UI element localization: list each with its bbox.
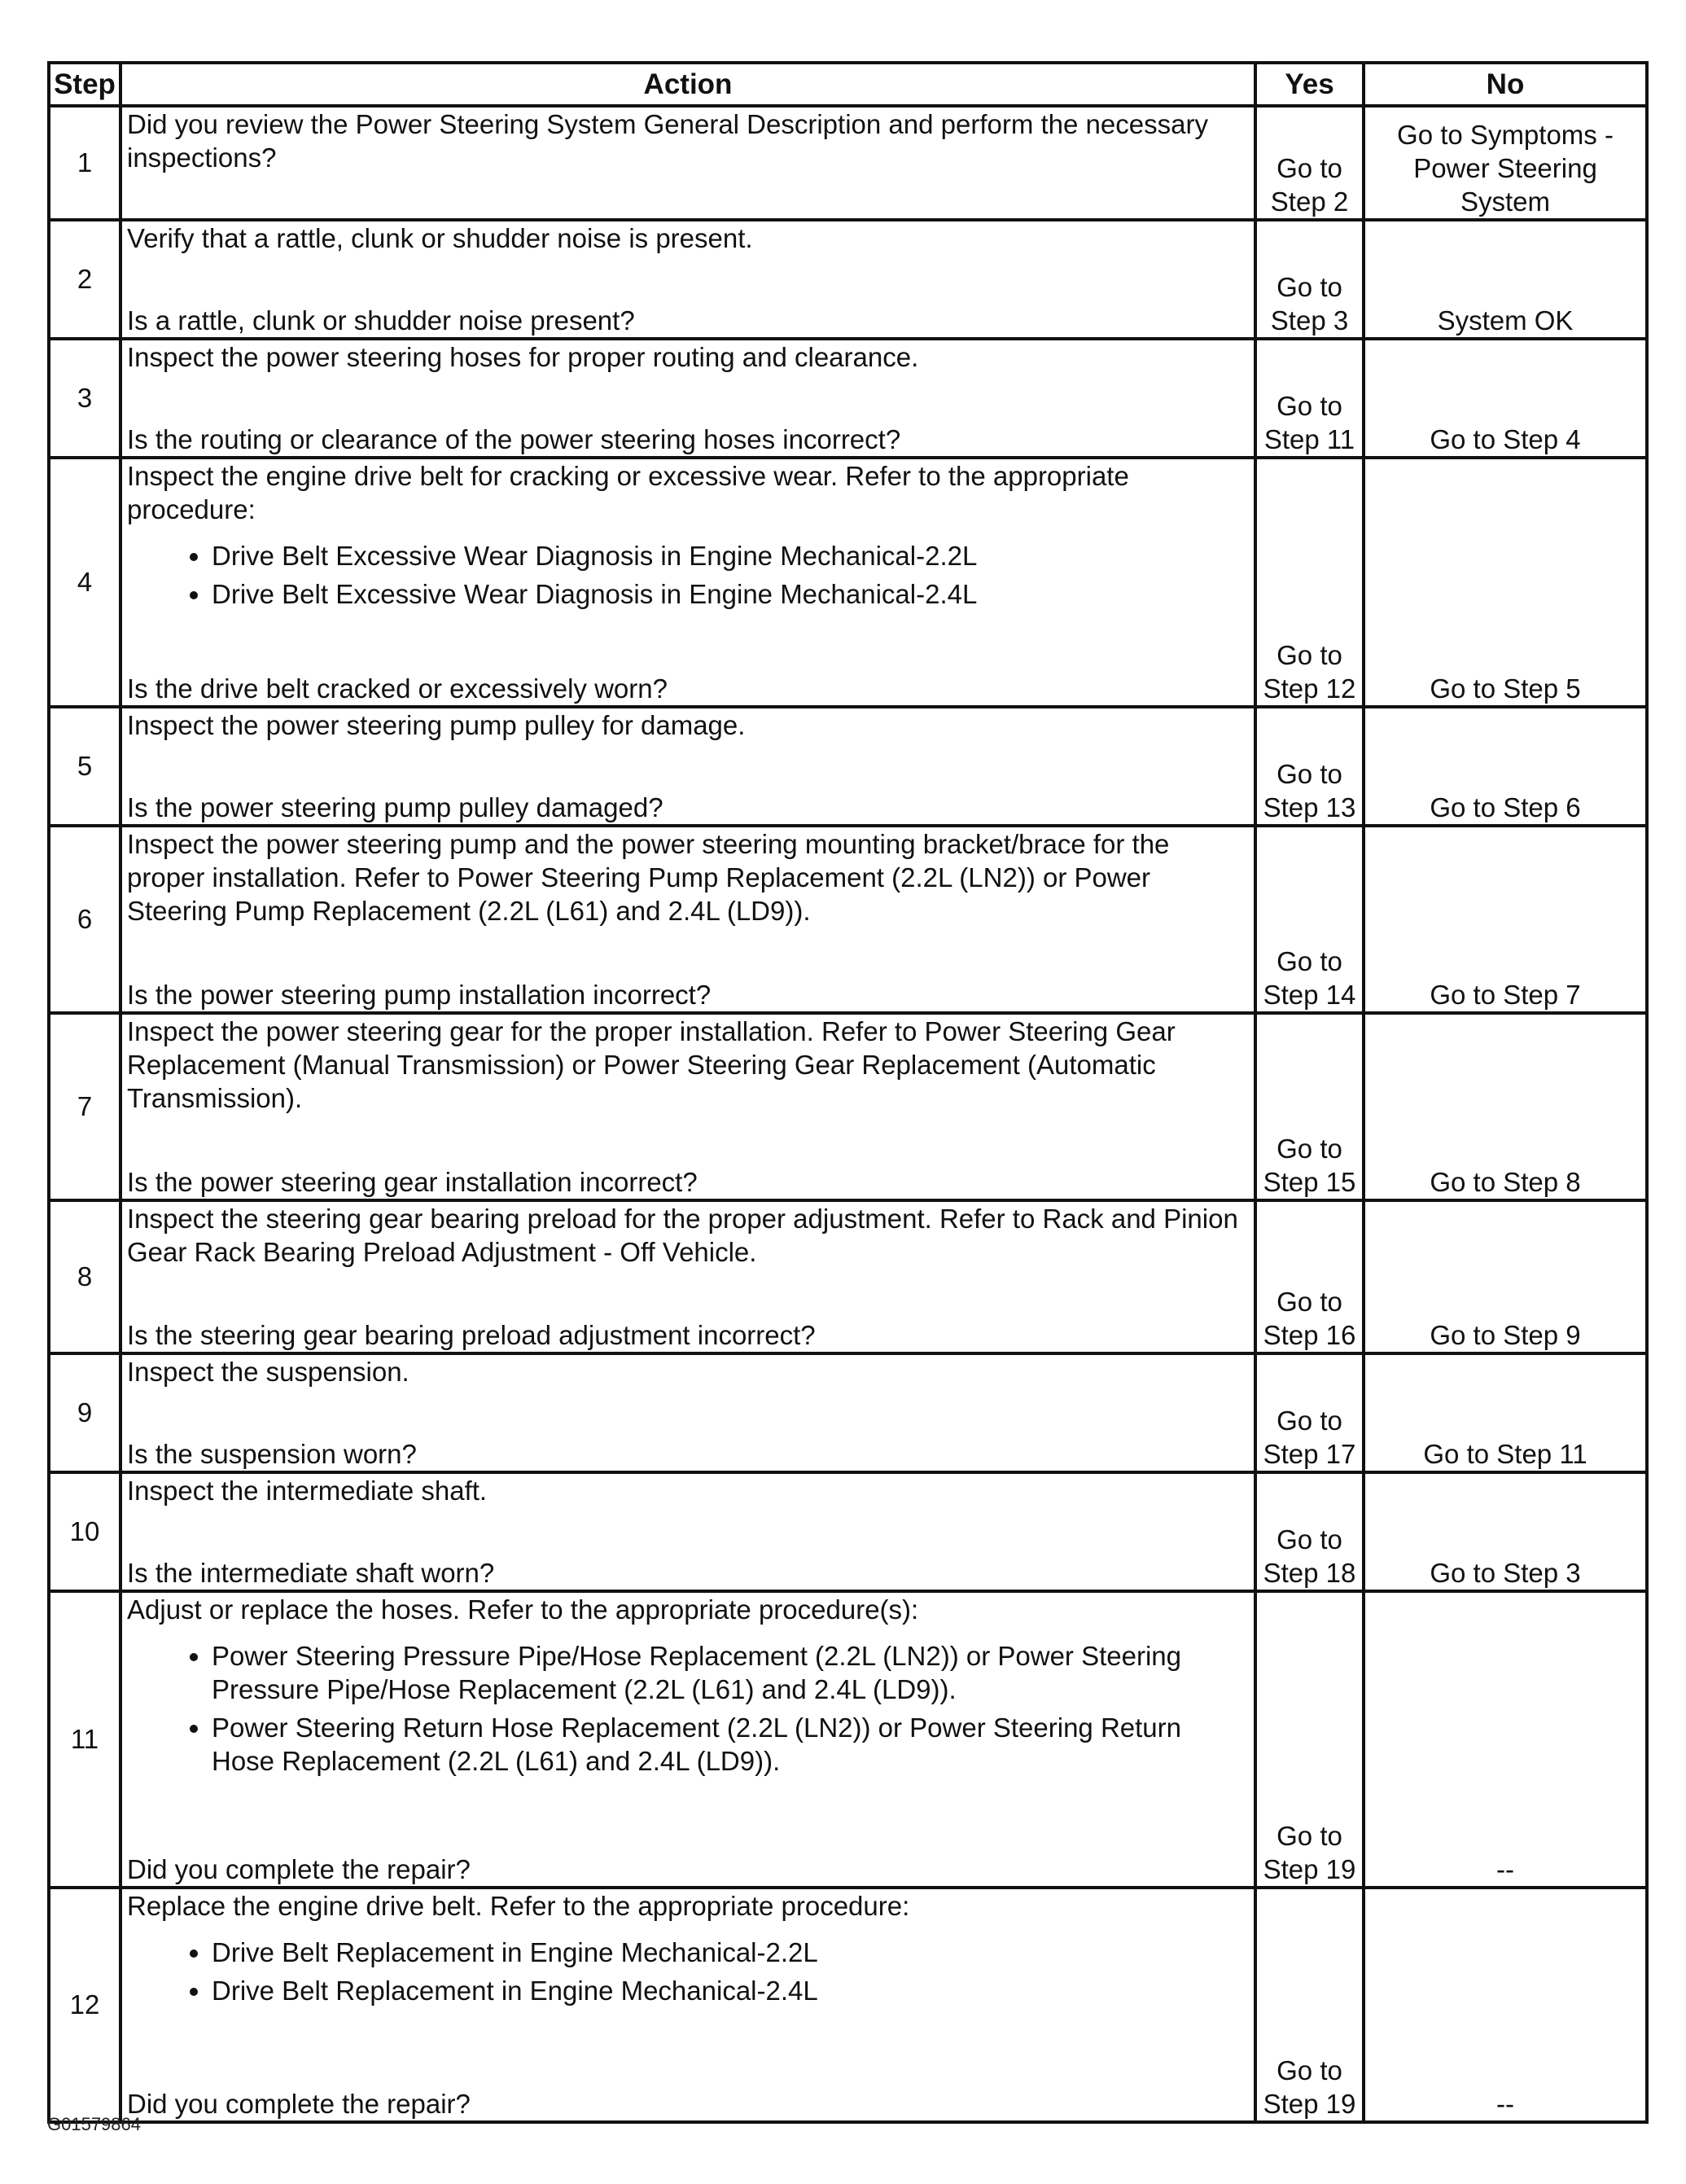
action-instruction: Inspect the power steering pump and the power steering mounting bracket/brace for the proper installation. Refer to Power Steering Pump Replacement (2.2L (LN2)) or Power Steering Pump Replacement (2.2L (L61) and 2.4L (LD9)). [127,829,1170,926]
action-question: Is the power steering gear installation incorrect? [127,1167,698,1197]
header-yes: Yes [1255,63,1364,106]
procedure-list-item: • Drive Belt Replacement in Engine Mechanical-2.4L [212,1974,1249,2007]
header-no: No [1364,63,1647,106]
yes-result: Go to Step 19 [1255,1591,1364,1888]
action-question: Did you complete the repair? [127,1854,471,1884]
action-cell [120,458,1255,707]
yes-result: Go to Step 15 [1255,1013,1364,1200]
yes-result: Go to Step 14 [1255,826,1364,1013]
action-cell [120,339,1255,458]
action-instruction: Inspect the power steering hoses for proper routing and clearance. [127,342,919,372]
action-cell [120,1013,1255,1200]
action-cell [120,1591,1255,1888]
yes-result: Go to Step 12 [1255,458,1364,707]
action-instruction: Did you review the Power Steering System General Description and perform the necessary inspections? [127,109,1208,173]
yes-result: Go to Step 16 [1255,1200,1364,1353]
procedure-list-item: • Drive Belt Excessive Wear Diagnosis in Engine Mechanical-2.4L [212,577,1249,611]
table-row [49,1013,1647,1200]
action-cell [120,1888,1255,2122]
no-result: Go to Step 3 [1364,1472,1647,1591]
action-question: Is the power steering pump installation incorrect? [127,980,712,1010]
yes-result: Go to Step 3 [1255,220,1364,339]
table-row [49,1353,1647,1472]
header-step: Step [49,63,120,106]
action-cell [120,106,1255,220]
step-number: 8 [49,1200,120,1353]
action-instruction: Inspect the power steering pump pulley for damage. [127,710,746,740]
header-action: Action [120,63,1255,106]
no-result: System OK [1364,220,1647,339]
action-cell [120,707,1255,826]
no-result: Go to Step 4 [1364,339,1647,458]
no-result: -- [1364,1591,1647,1888]
action-instruction: Inspect the engine drive belt for cracking or excessive wear. Refer to the appropriate procedure: [127,461,1129,524]
yes-result: Go to Step 19 [1255,1888,1364,2122]
step-number: 11 [49,1591,120,1888]
table-body [49,106,1647,2122]
yes-result: Go to Step 2 [1255,106,1364,220]
action-instruction: Adjust or replace the hoses. Refer to the appropriate procedure(s): [127,1594,919,1625]
no-result: -- [1364,1888,1647,2122]
table-row [49,339,1647,458]
action-question: Is a rattle, clunk or shudder noise present? [127,305,635,335]
action-question: Is the routing or clearance of the power steering hoses incorrect? [127,424,901,454]
action-instruction: Inspect the power steering gear for the proper installation. Refer to Power Steering Gear Replacement (Manual Transmission) or Power Steering Gear Replacement (Automatic Transmission). [127,1016,1176,1113]
diagnostic-steps-table [47,61,1649,2124]
procedure-list-item: • Drive Belt Excessive Wear Diagnosis in Engine Mechanical-2.2L [212,539,1249,572]
no-result: Go to Step 9 [1364,1200,1647,1353]
table-row [49,458,1647,707]
action-question: Is the steering gear bearing preload adjustment incorrect? [127,1320,816,1350]
action-cell [120,1472,1255,1591]
step-number: 2 [49,220,120,339]
step-number: 10 [49,1472,120,1591]
step-number: 1 [49,106,120,220]
action-instruction: Verify that a rattle, clunk or shudder noise is present. [127,223,753,253]
table-row [49,826,1647,1013]
action-instruction: Inspect the steering gear bearing preload for the proper adjustment. Refer to Rack and Pinion Gear Rack Bearing Preload Adjustment - Off Vehicle. [127,1204,1238,1267]
table-header-row [49,63,1647,106]
step-number: 3 [49,339,120,458]
yes-result: Go to Step 11 [1255,339,1364,458]
action-question: Is the suspension worn? [127,1439,417,1469]
step-number: 6 [49,826,120,1013]
action-cell [120,826,1255,1013]
action-question: Is the power steering pump pulley damaged? [127,792,663,822]
table-row [49,220,1647,339]
action-cell [120,1200,1255,1353]
yes-result: Go to Step 18 [1255,1472,1364,1591]
step-number: 12 [49,1888,120,2122]
action-question: Did you complete the repair? [127,2089,471,2119]
table-row [49,1888,1647,2122]
figure-id: G01579864 [47,2114,141,2134]
step-number: 7 [49,1013,120,1200]
no-result: Go to Step 8 [1364,1013,1647,1200]
action-question: Is the drive belt cracked or excessively worn? [127,673,668,704]
table-row [49,707,1647,826]
table-row [49,1200,1647,1353]
action-question: Is the intermediate shaft worn? [127,1558,495,1588]
procedure-list [127,1936,1249,2007]
no-result: Go to Step 6 [1364,707,1647,826]
no-result: Go to Symptoms - Power Steering System [1364,106,1647,220]
step-number: 5 [49,707,120,826]
no-result: Go to Step 11 [1364,1353,1647,1472]
procedure-list-item: • Power Steering Pressure Pipe/Hose Replacement (2.2L (LN2)) or Power Steering Pressure Pipe/Hose Replacement (2.2L (L61) and 2.4L (LD9)). [212,1639,1249,1706]
no-result: Go to Step 5 [1364,458,1647,707]
yes-result: Go to Step 17 [1255,1353,1364,1472]
table-row [49,1591,1647,1888]
action-cell [120,220,1255,339]
yes-result: Go to Step 13 [1255,707,1364,826]
procedure-list [127,1639,1249,1778]
procedure-list-item: • Drive Belt Replacement in Engine Mechanical-2.2L [212,1936,1249,1969]
action-instruction: Inspect the suspension. [127,1357,409,1387]
action-instruction: Inspect the intermediate shaft. [127,1476,488,1506]
step-number: 9 [49,1353,120,1472]
step-number: 4 [49,458,120,707]
action-cell [120,1353,1255,1472]
action-instruction: Replace the engine drive belt. Refer to the appropriate procedure: [127,1891,910,1921]
table-row [49,106,1647,220]
procedure-list [127,539,1249,611]
table-row [49,1472,1647,1591]
procedure-list-item: • Power Steering Return Hose Replacement (2.2L (LN2)) or Power Steering Return Hose Replacement (2.2L (L61) and 2.4L (LD9)). [212,1711,1249,1778]
no-result: Go to Step 7 [1364,826,1647,1013]
